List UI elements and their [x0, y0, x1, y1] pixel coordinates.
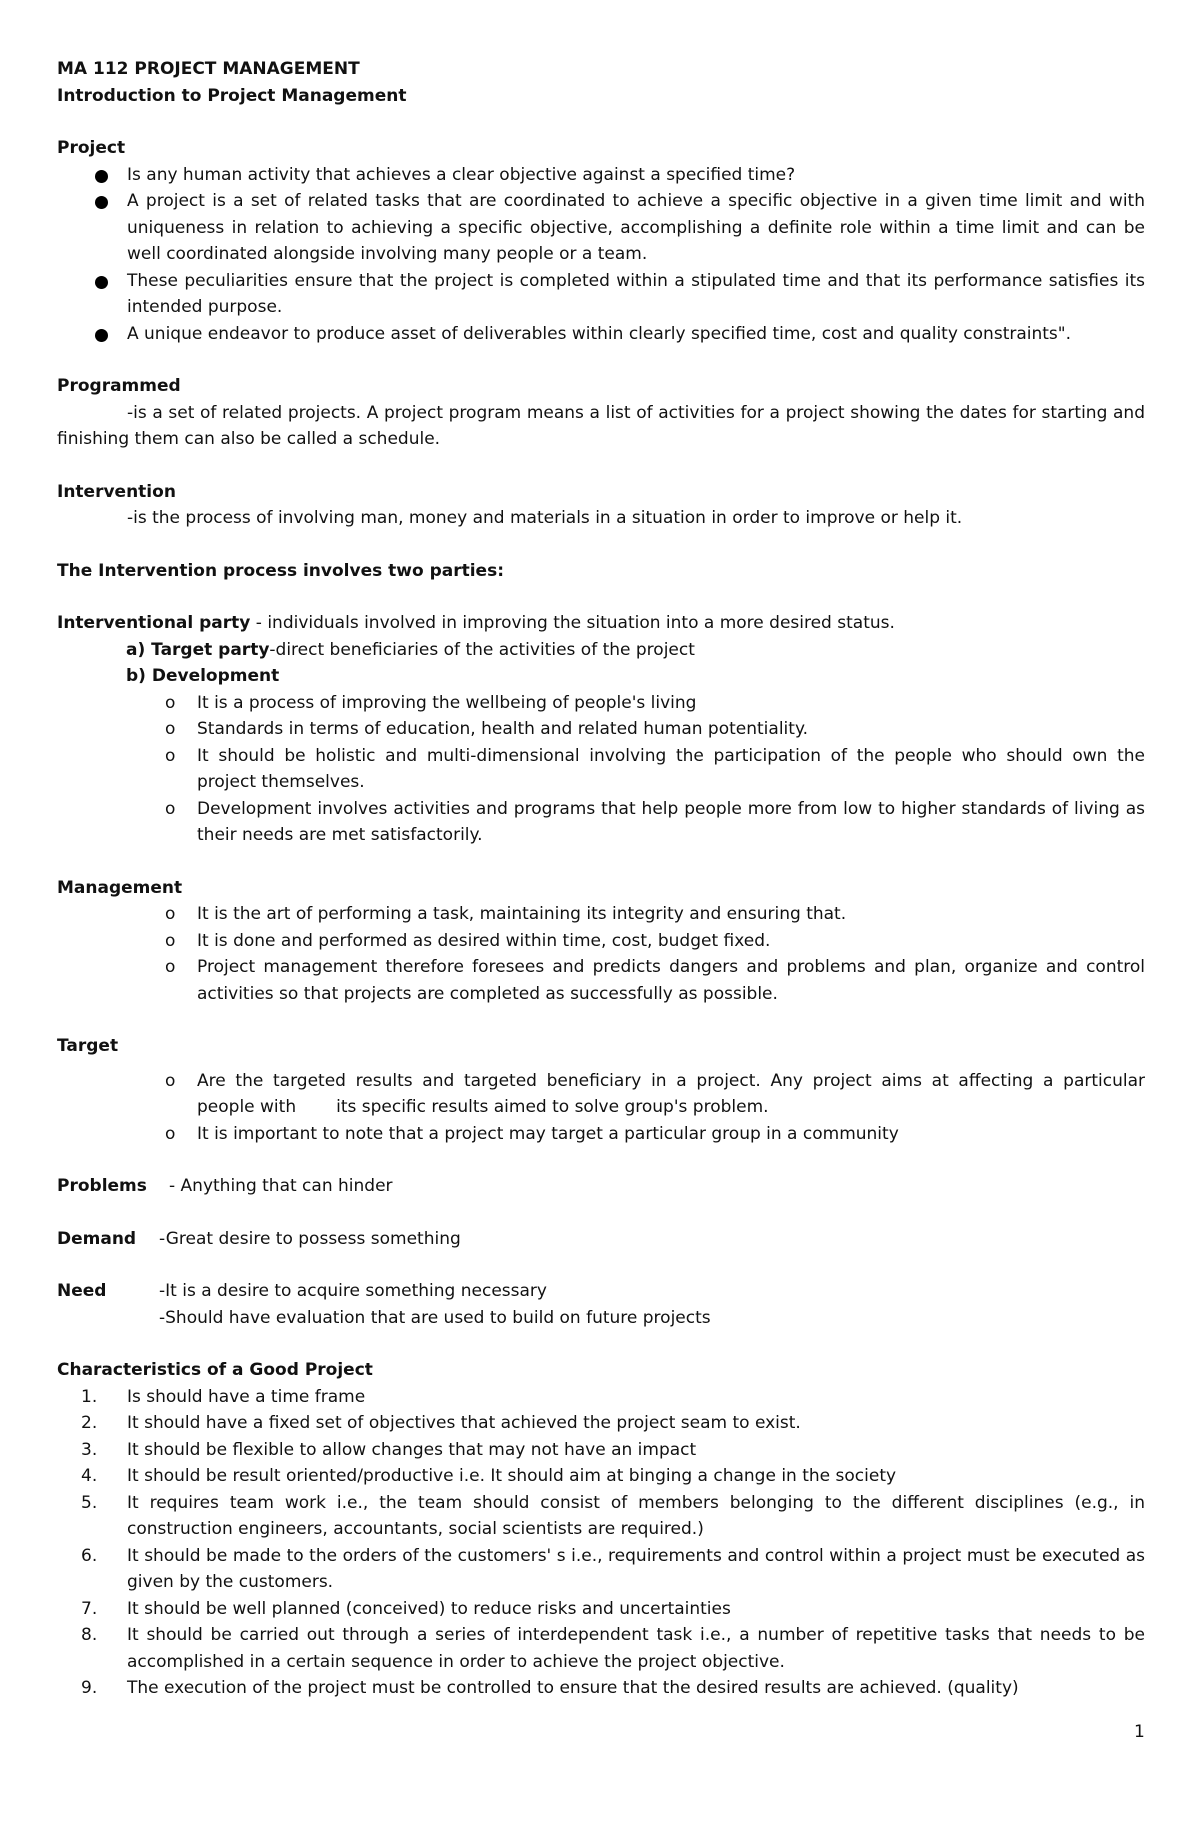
bullet-o-icon: o [165, 1070, 176, 1091]
development-item: o It is a process of improving the wellbeing of people's living [57, 690, 1145, 717]
bullet-o-icon: o [165, 957, 176, 977]
target-item: o It is important to note that a project may target a particular group in a community [57, 1121, 1145, 1148]
development-item: o It should be holistic and multi-dimensional involving the participation of the people who should own the project themselves. [57, 743, 1145, 796]
bullet-o-icon: o [165, 930, 176, 951]
intervention-heading: Intervention [57, 481, 176, 502]
management-item: o Project management therefore foresees and predicts dangers and problems and plan, organize and control activities so that projects are completed as successfully as possible. [57, 954, 1145, 1007]
bullet-o-icon: o [165, 904, 176, 924]
characteristic-item: 2. It should have a fixed set of objectives that achieved the project seam to exist. [81, 1413, 801, 1433]
characteristic-item: 6. It should be made to the orders of the customers' s i.e., requirements and control within a project must be executed as given by the customers. [81, 1545, 1145, 1592]
need-line-2: -Should have evaluation that are used to build on future projects [159, 1307, 711, 1328]
characteristics-heading: Characteristics of a Good Project [57, 1360, 373, 1380]
characteristic-item: 7. It should be well planned (conceived) to reduce risks and uncertainties [81, 1598, 731, 1619]
bullet-dot-icon [95, 276, 108, 289]
bullet-dot-icon [95, 196, 108, 209]
project-bullet: A project is a set of related tasks that are coordinated to achieve a specific objective in a given time limit and with uniqueness in relation to achieving a specific objective, accomplishing a definite role within a time limit and can be well coordinated alongside involving many people or a team. [57, 188, 1145, 268]
need-line: Need -It is a desire to acquire something necessary [57, 1281, 547, 1301]
target-item: o Are the targeted results and targeted beneficiary in a project. Any project aims at affecting a particular people with its specific results aimed to solve group's problem. [57, 1068, 1145, 1121]
project-heading: Project [57, 138, 126, 158]
characteristic-item: 4. It should be result oriented/productive i.e. It should aim at binging a change in the society [81, 1466, 897, 1486]
programmed-heading: Programmed [57, 376, 181, 396]
bullet-o-icon: o [165, 798, 176, 819]
development-item: o Development involves activities and programs that help people more from low to higher standards of living as their needs are met satisfactorily. [57, 796, 1145, 849]
management-heading: Management [57, 877, 183, 898]
characteristic-item: 5. It requires team work i.e., the team should consist of members belonging to the different disciplines (e.g., in construction engineers, accountants, social scientists are required.) [81, 1492, 1145, 1539]
interventional-party-line: Interventional party - individuals involved in improving the situation into a more desired status. [57, 613, 895, 633]
problems-line: Problems - Anything that can hinder [57, 1176, 393, 1196]
project-bullet: Is any human activity that achieves a clear objective against a specified time? [57, 162, 1145, 189]
document-page [57, 56, 1145, 1702]
characteristic-item: 1. Is should have a time frame [81, 1386, 366, 1407]
characteristic-item: 3. It should be flexible to allow changes that may not have an impact [81, 1439, 697, 1460]
management-item: o It is the art of performing a task, maintaining its integrity and ensuring that. [57, 901, 1145, 928]
characteristic-item: 9. The execution of the project must be controlled to ensure that the desired results are achieved. (quality) [81, 1678, 1019, 1698]
development-item: o Standards in terms of education, health and related human potentiality. [57, 716, 1145, 743]
course-title: MA 112 PROJECT MANAGEMENT [57, 59, 360, 79]
bullet-dot-icon [95, 329, 108, 342]
characteristic-item: 8. It should be carried out through a series of interdependent task i.e., a number of repetitive tasks that needs to be accomplished in a certain sequence in order to achieve the project objective. [81, 1625, 1145, 1672]
intervention-text: -is the process of involving man, money and materials in a situation in order to improve or help it. [127, 508, 963, 528]
project-bullet: These peculiarities ensure that the project is completed within a stipulated time and that its performance satisfies its intended purpose. [57, 268, 1145, 321]
page-number: 1 [1134, 1722, 1145, 1742]
bullet-o-icon: o [165, 745, 176, 766]
bullet-dot-icon [95, 170, 108, 183]
demand-line: Demand -Great desire to possess something [57, 1228, 461, 1249]
bullet-o-icon: o [165, 719, 176, 739]
bullet-o-icon: o [165, 1123, 176, 1144]
target-party-line: a) Target party-direct beneficiaries of the activities of the project [126, 639, 695, 660]
programmed-text: -is a set of related projects. A project program means a list of activities for a project showing the dates for starting and finishing them can also be called a schedule. [57, 402, 1145, 449]
development-heading: b) Development [126, 666, 280, 686]
document-subtitle: Introduction to Project Management [57, 85, 407, 106]
bullet-o-icon: o [165, 692, 176, 713]
intervention-process-heading: The Intervention process involves two parties: [57, 560, 504, 581]
management-item: o It is done and performed as desired within time, cost, budget fixed. [57, 928, 1145, 955]
project-bullet: A unique endeavor to produce asset of deliverables within clearly specified time, cost and quality constraints". [57, 321, 1145, 348]
target-heading: Target [57, 1036, 119, 1056]
